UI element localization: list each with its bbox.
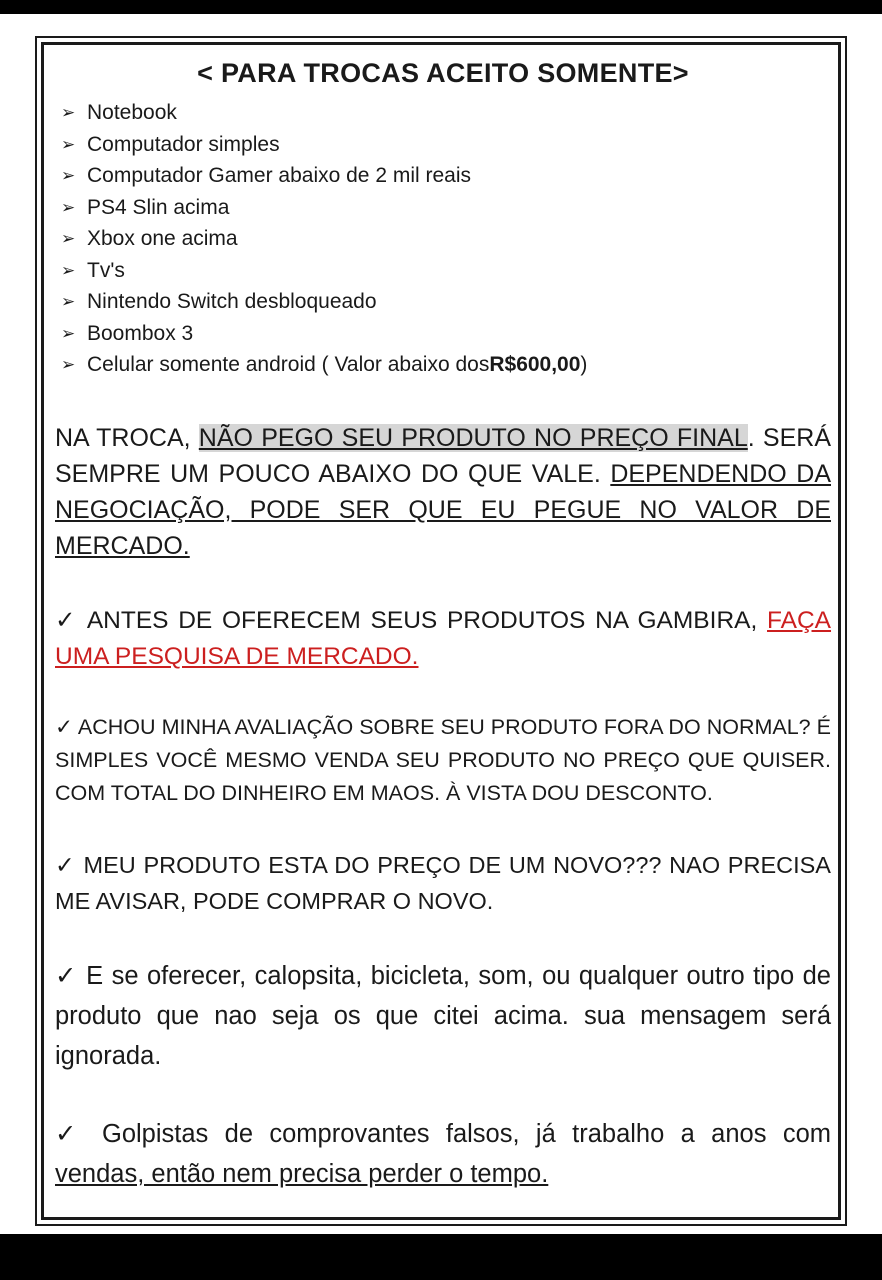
arrowhead-bullet-icon: ➢ bbox=[61, 260, 76, 280]
scammers-text: Golpistas de comprovantes falsos, já trabalho a anos com bbox=[85, 1120, 831, 1148]
research-text: ANTES DE OFERECEM SEUS PRODUTOS NA GAMBIRA, bbox=[78, 606, 768, 634]
document-border-inner bbox=[41, 42, 841, 1220]
arrowhead-bullet-icon: ➢ bbox=[61, 355, 76, 374]
ignored-offers-paragraph bbox=[55, 956, 831, 1076]
list-item-label: Xbox one acima bbox=[87, 227, 238, 250]
list-item-label: PS4 Slin acima bbox=[87, 195, 230, 219]
negotiation-note: DEPENDENDO DA NEGOCIAÇÃO, PODE SER QUE EU PEGUE NO VALOR DE MERCADO. bbox=[55, 459, 831, 560]
checkmark-icon: ✓ bbox=[55, 961, 78, 991]
list-item-label: Boombox 3 bbox=[87, 321, 194, 345]
new-price-paragraph bbox=[55, 847, 831, 919]
arrowhead-bullet-icon: ➢ bbox=[61, 323, 76, 343]
arrowhead-bullet-icon: ➢ bbox=[61, 134, 76, 154]
research-warning: FAÇA UMA PESQUISA DE MERCADO. bbox=[55, 606, 832, 670]
document-title: < PARA TROCAS ACEITO SOMENTE> bbox=[197, 58, 689, 88]
checkmark-icon: ✓ bbox=[55, 604, 79, 634]
list-item bbox=[55, 160, 831, 192]
list-item-label: Computador Gamer abaixo de 2 mil reais bbox=[87, 164, 472, 187]
arrowhead-bullet-icon: ➢ bbox=[61, 103, 76, 122]
arrowhead-bullet-icon: ➢ bbox=[61, 229, 76, 248]
list-item bbox=[55, 129, 831, 161]
list-item-label: Notebook bbox=[87, 101, 177, 124]
new-price-text: MEU PRODUTO ESTA DO PREÇO DE UM NOVO??? NAO PRECISA ME AVISAR, PODE COMPRAR O NOVO. bbox=[55, 852, 831, 914]
checkmark-icon: ✓ bbox=[55, 851, 76, 879]
highlighted-statement: NÃO PEGO SEU PRODUTO NO PREÇO FINAL bbox=[198, 423, 748, 452]
arrowhead-bullet-icon: ➢ bbox=[61, 197, 76, 217]
arrowhead-bullet-icon: ➢ bbox=[61, 166, 76, 185]
checkmark-icon: ✓ bbox=[55, 714, 74, 740]
price-value: R$600,00 bbox=[489, 353, 581, 376]
checkmark-icon: ✓ bbox=[55, 1119, 86, 1149]
list-item-label: Celular somente android ( Valor abaixo dos bbox=[87, 353, 490, 376]
screen-bottom-bar bbox=[0, 1234, 882, 1280]
list-item bbox=[55, 255, 831, 287]
list-item-label: Tv's bbox=[87, 258, 125, 282]
list-item bbox=[55, 318, 831, 350]
list-item-label: Nintendo Switch desbloqueado bbox=[87, 290, 377, 313]
policy-prefix: NA TROCA, bbox=[55, 423, 199, 452]
list-item bbox=[55, 223, 831, 255]
trade-items-list bbox=[55, 97, 831, 381]
scammers-underlined: vendas, então nem precisa perder o tempo. bbox=[55, 1160, 549, 1188]
trade-policy-paragraph bbox=[55, 420, 831, 564]
list-item bbox=[55, 349, 831, 381]
list-item-label: Computador simples bbox=[87, 132, 280, 156]
arrowhead-bullet-icon: ➢ bbox=[61, 292, 76, 311]
list-item bbox=[55, 192, 831, 224]
list-item bbox=[55, 97, 831, 129]
document-content bbox=[55, 45, 831, 1194]
evaluation-text: ACHOU MINHA AVALIAÇÃO SOBRE SEU PRODUTO FORA DO NORMAL? É SIMPLES VOCÊ MESMO VENDA SEU PRODUTO NO PREÇO QUE QUISER. COM TOTAL DO DINHEIRO EM MAOS. À VISTA DOU DESCONTO. bbox=[55, 714, 832, 805]
list-item-close: ) bbox=[580, 353, 588, 376]
policy-middle: . SERÁ SEMPRE UM POUCO ABAIXO DO QUE VALE. bbox=[55, 423, 831, 488]
scammers-paragraph bbox=[55, 1114, 831, 1194]
evaluation-paragraph bbox=[55, 711, 831, 810]
research-paragraph bbox=[55, 602, 831, 675]
list-item bbox=[55, 286, 831, 318]
ignored-offers-text: E se oferecer, calopsita, bicicleta, som, ou qualquer outro tipo de produto que nao seja os que citei acima. sua mensagem será ignorada. bbox=[55, 962, 831, 1070]
